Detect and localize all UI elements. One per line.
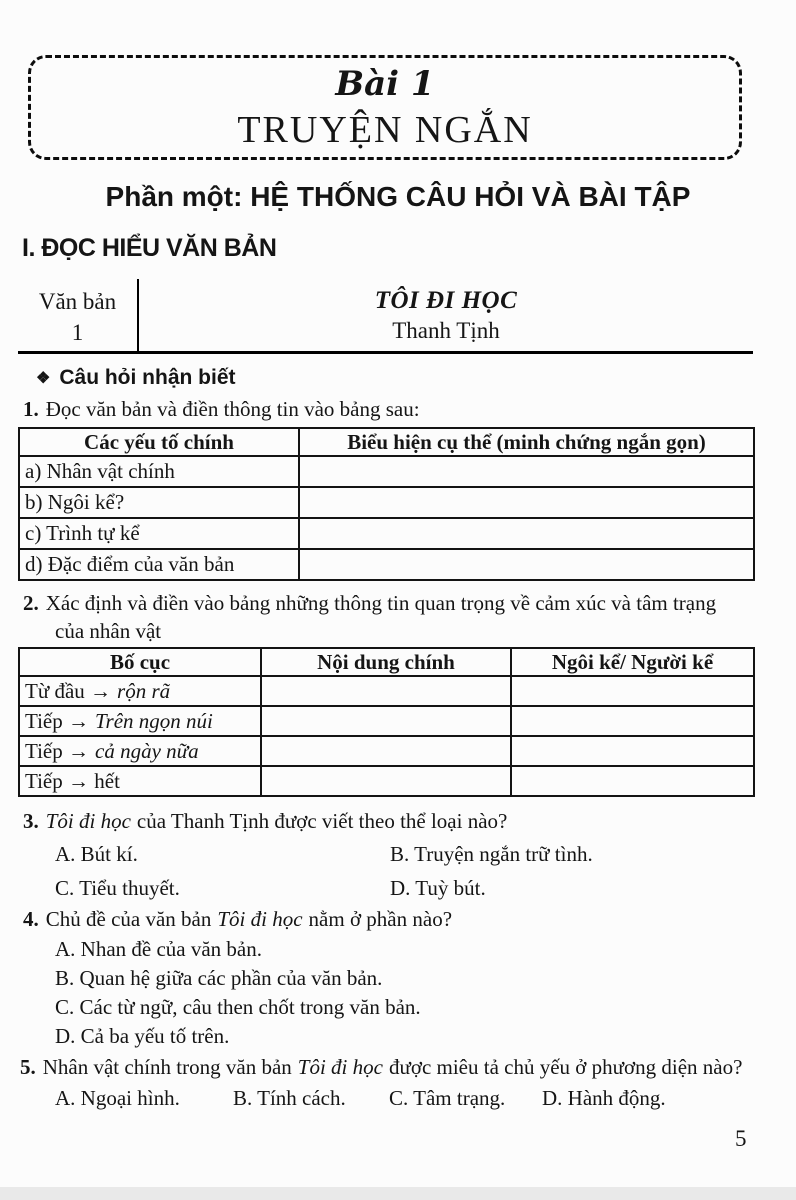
table2-header-narrator: Ngôi kể/ Người kể	[511, 648, 754, 676]
scan-edge-shadow	[0, 1187, 796, 1200]
empty-cell	[261, 676, 511, 706]
table1-header-elements: Các yếu tố chính	[19, 428, 299, 456]
subsection-label: Câu hỏi nhận biết	[59, 366, 236, 389]
table1-row-b: b) Ngôi kể?	[19, 487, 299, 518]
table-row	[19, 487, 754, 518]
table2-row-4	[19, 766, 261, 796]
empty-cell	[511, 736, 754, 766]
table-row	[19, 706, 754, 736]
document-header-left	[18, 279, 139, 351]
question-3-number: 3.	[23, 809, 39, 833]
section-heading: I. ĐỌC HIỂU VĂN BẢN	[22, 234, 277, 262]
question-5-post: được miêu tả chủ yếu ở phương diện nào?	[388, 1055, 743, 1079]
question-4-pre: Chủ đề của văn bản	[45, 907, 212, 931]
question-4-post: nằm ở phần nào?	[308, 907, 453, 931]
lesson-title: TRUYỆN NGẮN	[237, 109, 533, 151]
table-row	[19, 766, 754, 796]
option-d: D. Tuỳ bút.	[390, 876, 486, 900]
elements-table	[18, 427, 755, 581]
question-1	[23, 395, 796, 424]
table-header-row	[19, 648, 754, 676]
question-4-block	[0, 905, 796, 1050]
empty-cell	[299, 549, 754, 580]
table-row	[19, 456, 754, 487]
lesson-number: Bài 1	[335, 64, 435, 104]
option-c: C. Tiểu thuyết.	[55, 876, 180, 900]
option-c: C. Các từ ngữ, câu then chốt trong văn bản.	[55, 995, 421, 1019]
table-header-row	[19, 428, 754, 456]
question-5-options	[55, 1084, 796, 1113]
empty-cell	[511, 706, 754, 736]
table1-row-c: c) Trình tự kể	[19, 518, 299, 549]
empty-cell	[299, 487, 754, 518]
question-4	[23, 905, 796, 934]
question-2-line2: của nhân vật	[55, 619, 162, 643]
question-3-block	[0, 807, 796, 903]
structure-table	[18, 647, 755, 797]
option-a: A. Ngoại hình.	[55, 1086, 180, 1110]
option-d: D. Hành động.	[542, 1086, 666, 1110]
row-text: Tiếp →	[25, 738, 89, 763]
table2-row-1	[19, 676, 261, 706]
question-2	[23, 589, 796, 645]
question-4-options	[55, 935, 796, 1050]
row-quote: Trên ngọn núi	[95, 708, 213, 733]
option-a: A. Nhan đề của văn bản.	[55, 937, 263, 961]
table-row	[19, 736, 754, 766]
question-1-number: 1.	[23, 397, 39, 421]
question-3	[23, 807, 796, 836]
empty-cell	[261, 766, 511, 796]
question-2-line1: Xác định và điền vào bảng những thông tin quan trọng về cảm xúc và tâm trạng	[45, 591, 717, 615]
page-number: 5	[735, 1126, 747, 1151]
document-number: 1	[71, 320, 84, 345]
lesson-title-box	[28, 55, 742, 160]
option-a: A. Bút kí.	[55, 842, 138, 866]
option-d: D. Cả ba yếu tố trên.	[55, 1024, 230, 1048]
question-1-text: Đọc văn bản và điền thông tin vào bảng sau:	[45, 397, 420, 421]
empty-cell	[261, 736, 511, 766]
empty-cell	[511, 766, 754, 796]
document-header	[18, 279, 753, 354]
question-5-number: 5.	[20, 1055, 36, 1079]
table2-header-content: Nội dung chính	[261, 648, 511, 676]
question-4-number: 4.	[23, 907, 39, 931]
table1-row-a: a) Nhân vật chính	[19, 456, 299, 487]
empty-cell	[299, 518, 754, 549]
question-3-work-title: Tôi đi học	[45, 809, 131, 833]
row-text: Tiếp → hết	[25, 768, 120, 793]
diamond-bullet-icon: ❖	[36, 370, 51, 387]
part-heading: Phần một: HỆ THỐNG CÂU HỎI VÀ BÀI TẬP	[105, 181, 691, 212]
document-label: Văn bản	[38, 289, 117, 314]
option-b: B. Quan hệ giữa các phần của văn bản.	[55, 966, 383, 990]
subsection-heading	[36, 366, 796, 390]
empty-cell	[261, 706, 511, 736]
question-2-number: 2.	[23, 591, 39, 615]
table-row	[19, 549, 754, 580]
option-b: B. Tính cách.	[233, 1086, 346, 1110]
table1-row-d: d) Đặc điểm của văn bản	[19, 549, 299, 580]
question-5-block	[0, 1053, 796, 1113]
table2-row-2	[19, 706, 261, 736]
table-row	[19, 518, 754, 549]
table2-header-structure: Bố cục	[19, 648, 261, 676]
empty-cell	[511, 676, 754, 706]
question-5-pre: Nhân vật chính trong văn bản	[42, 1055, 292, 1079]
question-5	[20, 1053, 796, 1082]
document-author: Thanh Tịnh	[392, 318, 500, 343]
row-quote: cả ngày nữa	[95, 738, 199, 763]
option-c: C. Tâm trạng.	[389, 1086, 506, 1110]
document-header-right	[139, 279, 753, 351]
empty-cell	[299, 456, 754, 487]
table1-header-evidence: Biểu hiện cụ thể (minh chứng ngắn gọn)	[299, 428, 754, 456]
question-5-work-title: Tôi đi học	[297, 1055, 383, 1079]
row-quote: rộn rã	[117, 678, 171, 703]
table2-row-3	[19, 736, 261, 766]
question-3-text: của Thanh Tịnh được viết theo thể loại nào?	[136, 809, 508, 833]
row-text: Từ đầu →	[25, 678, 112, 703]
question-4-work-title: Tôi đi học	[217, 907, 303, 931]
table-row	[19, 676, 754, 706]
question-3-options	[55, 840, 796, 903]
row-text: Tiếp →	[25, 708, 89, 733]
option-b: B. Truyện ngắn trữ tình.	[390, 842, 593, 866]
document-title: TÔI ĐI HỌC	[374, 287, 518, 314]
